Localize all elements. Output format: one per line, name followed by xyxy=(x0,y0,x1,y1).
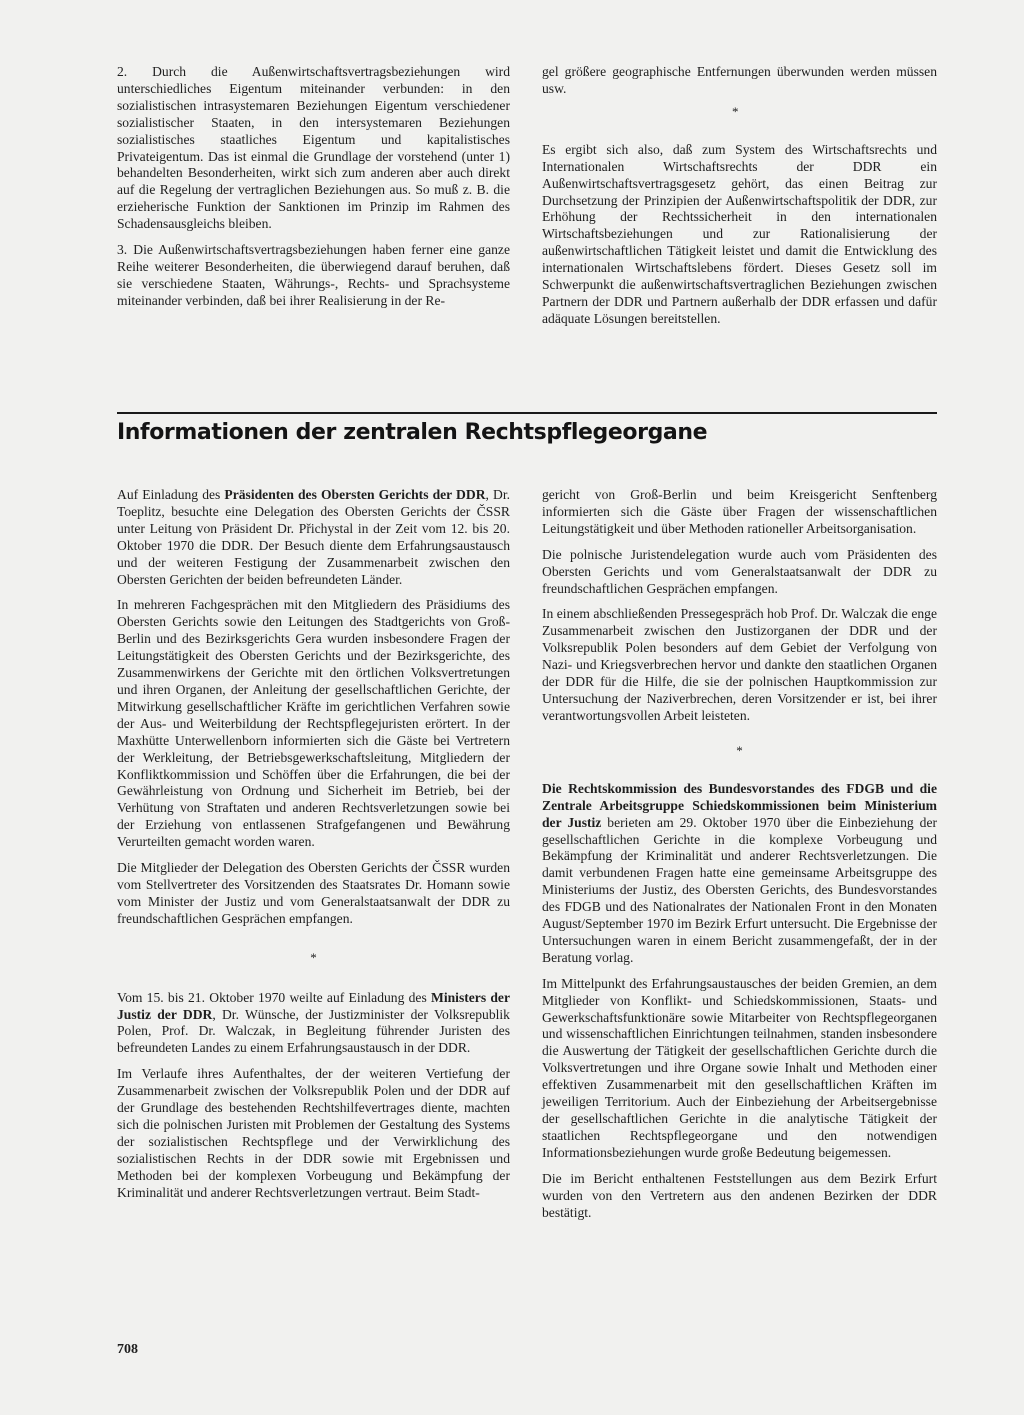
paragraph: Im Verlaufe ihres Aufenthaltes, der der weiteren Vertiefung der Zusammenarbeit zwischen der Volksrepublik Polen und der DDR auf der Grundlage des bestehenden Rechtshilfevertrages diente, machten sich die polnischen Juristen mit Problemen der Gestaltung des Systems der sozialistischen Rechtspflege und der Verwirklichung des sozialistischen Rechts in der DDR sowie mit Ergebnissen und Methoden bei der komplexen Vorbeugung und Bekämpfung der Kriminalität und anderer Rechtsverletzungen vertraut. Beim Stadt- xyxy=(117,1066,510,1200)
paragraph xyxy=(117,487,510,588)
paragraph: 3. Die Außenwirtschaftsvertragsbeziehungen haben ferner eine ganze Reihe weiterer Besonderheiten, die überwiegend darauf beruhen, daß sie verschiedene Staaten, Währungs-, Rechts- und Sprachsysteme miteinander verbinden, daß bei ihrer Realisierung in der Re- xyxy=(117,242,510,308)
top-left-column xyxy=(117,64,510,310)
paragraph: Die polnische Juristendelegation wurde auch vom Präsidenten des Obersten Gerichts und vom Generalstaatsanwalt der DDR zu freundschaftlichen Gesprächen empfangen. xyxy=(542,546,937,596)
bold-text: Die Rechtskommission des Bundesvorstandes des FDGB und die Zentrale Arbeitsgruppe Schiedskommissionen beim Ministerium der Justiz xyxy=(542,780,937,830)
text: Vom 15. bis 21. Oktober 1970 weilte auf Einladung des xyxy=(117,989,431,1005)
top-right-column xyxy=(542,64,937,328)
page-number: 708 xyxy=(117,1342,138,1357)
section-heading: Informationen der zentralen Rechtspflegeorgane xyxy=(117,420,708,445)
text: , Dr. Toeplitz, besuchte eine Delegation des Obersten Gerichts der ČSSR unter Leitung von Präsident Dr. Přichystal in der Zeit vom 12. bis 20. Oktober 1970 die DDR. Der Besuch diente dem Erfahrungsaustausch und der weiteren Festigung der Zusammenarbeit zwischen den Obersten Gerichten der beiden befreundeten Länder. xyxy=(117,487,510,587)
paragraph xyxy=(542,781,937,967)
paragraph: 2. Durch die Außenwirtschaftsvertragsbeziehungen wird unterschiedliches Eigentum miteinander verbunden: in den sozialistischen intrasystemaren Beziehungen Eigentum verschiedener sozialistischer Staaten, in den intersystemaren Beziehungen sozialistisches staatliches Eigentum und kapitalistisches Privateigentum. Das ist einmal die Grundlage der vorstehend (unter 1) behandelten Besonderheiten, wirkt sich zum anderen aber auch direkt auf die Regelung der vertraglichen Beziehungen aus. So muß z. B. die erzieherische Funktion der Sanktionen im Prinzip im Rahmen des Schadensausgleichs bleiben. xyxy=(117,64,510,232)
paragraph: Die im Bericht enthaltenen Feststellungen aus dem Bezirk Erfurt wurden von den Vertretern aus den andenen Bezirken der DDR bestätigt. xyxy=(542,1170,937,1220)
paragraph: gericht von Groß-Berlin und beim Kreisgericht Senftenberg informierten sich die Gäste über Fragen der wissenschaftlichen Leitungstätigkeit und über Methoden rationeller Arbeitsorganisation. xyxy=(542,487,937,536)
paragraph: gel größere geographische Entfernungen überwunden werden müssen usw. xyxy=(542,64,937,96)
right-column xyxy=(542,487,937,1221)
paragraph: In mehreren Fachgesprächen mit den Mitgliedern des Präsidiums des Obersten Gerichts sowie den Leitungen des Stadtgerichts von Groß-Berlin und des Bezirksgerichts Gera wurden insbesondere Fragen der Leitungstätigkeit des Obersten Gerichts und der Bezirksgerichte, des Zusammenwirkens der Gerichte mit den örtlichen Volksvertretungen und ihren Organen, der Anleitung der gesellschaftlichen Gerichte, der Mitwirkung gesellschaftlicher Kräfte im gerichtlichen Verfahren sowie der Aus- und Weiterbildung der Rechtspflegejuristen erörtert. In der Maxhütte Unterwellenborn informierten sich die Gäste bei Vertretern der Werkleitung, der Betriebsgewerkschaftsleitung, Mitgliedern der Konfliktkommission und Schöffen über die Erfahrungen, die bei der Gewährleistung von Ordnung und Sicherheit im Betrieb, bei der Verhütung von Straftaten und anderen Rechtsverletzungen sowie bei der Erziehung von entlassenen Strafgefangenen und Bewährung Verurteilten gemacht worden waren. xyxy=(117,597,510,850)
bold-text: Präsidenten des Obersten Gerichts der DDR xyxy=(224,487,486,502)
text: Auf Einladung des xyxy=(117,487,225,502)
paragraph xyxy=(117,990,510,1058)
section-rule xyxy=(117,412,937,414)
paragraph: Es ergibt sich also, daß zum System des Wirtschaftsrechts und Internationalen Wirtschaftsrechts der DDR ein Außenwirtschaftsvertragsgesetz gehört, das einen Beitrag zur Durchsetzung der Prinzipien der Außenwirtschaftspolitik der DDR, zur Erhöhung der Rechtssicherheit in den internationalen Wirtschaftsbeziehungen und zur Rationalisierung der außenwirtschaftlichen Tätigkeit leistet und damit die Entwicklung des internationalen Wirtschaftslebens fördert. Dieses Gesetz soll im Schwerpunkt die außenwirtschaftsvertraglichen Beziehungen zwischen Partnern der DDR und Partnern außerhalb der DDR erfassen und dafür adäquate Lösungen bereitstellen. xyxy=(542,141,937,326)
section-separator-star: * xyxy=(736,742,743,758)
text: , Dr. Wünsche, der Justizminister der Volksrepublik Polen, Prof. Dr. Walczak, in Begleitung führender Juristen des befreundeten Landes zu einem Erfahrungsaustausch in der DDR. xyxy=(117,1006,510,1056)
section-separator-star: * xyxy=(310,949,317,965)
paragraph: In einem abschließenden Pressegespräch hob Prof. Dr. Walczak die enge Zusammenarbeit zwischen den Justizorganen der DDR und der Volksrepublik Polen besonders auf dem Gebiet der Verfolgung von Nazi- und Kriegsverbrechen hervor und dankte den staatlichen Organen der DDR für die Hilfe, die sie der polnischen Hauptkommission zur Untersuchung der Naziverbrechen, deren Vorsitzender er ist, bei ihrer verantwortungsvollen Arbeit leisteten. xyxy=(542,606,937,723)
paragraph: Die Mitglieder der Delegation des Obersten Gerichts der ČSSR wurden vom Stellvertreter des Vorsitzenden des Staatsrates Dr. Homann sowie vom Minister der Justiz und vom Generalstaatsanwalt der DDR zu freundschaftlichen Gesprächen empfangen. xyxy=(117,860,510,926)
paragraph: Im Mittelpunkt des Erfahrungsaustausches der beiden Gremien, an dem Mitglieder von Konflikt- und Schiedskommissionen, Staats- und Gewerkschaftsfunktionäre sowie Mitarbeiter von Rechtspflegeorganen und wissenschaftlichen Einrichtungen teilnahmen, standen insbesondere die Auswertung der Tätigkeit der gesellschaftlichen Gerichte durch die Volksvertretungen und ihre Organe sowie Inhalt und Methoden einer effektiven Zusammenarbeit mit den gesellschaftlichen Kräften im jeweiligen Territorium. Auch der Einbeziehung der Arbeitsergebnisse der gesellschaftlichen Gerichte in die analytische Tätigkeit der staatlichen Rechtspflegeorgane und den notwendigen Informationsbeziehungen wurde große Bedeutung beigemessen. xyxy=(542,975,937,1160)
bold-text: Ministers der Justiz der DDR xyxy=(117,989,510,1022)
section-separator-star: * xyxy=(732,103,739,119)
text: berieten am 29. Oktober 1970 über die Einbeziehung der gesellschaftlichen Gerichte in die komplexe Vorbeugung und Bekämpfung der Kriminalität und anderer Rechtsverletzungen. Die damit verbundenen Fragen hatte eine gemeinsame Arbeitsgruppe des Ministeriums der Justiz, des Obersten Gerichts, des Bundesvorstandes des FDGB und des Nationalrates der Nationalen Front in den Monaten August/September 1970 im Bezirk Erfurt untersucht. Die Ergebnisse der Untersuchungen waren in einem Bericht zusammengefaßt, der in der Beratung vorlag. xyxy=(542,814,938,965)
left-column xyxy=(117,487,510,1202)
